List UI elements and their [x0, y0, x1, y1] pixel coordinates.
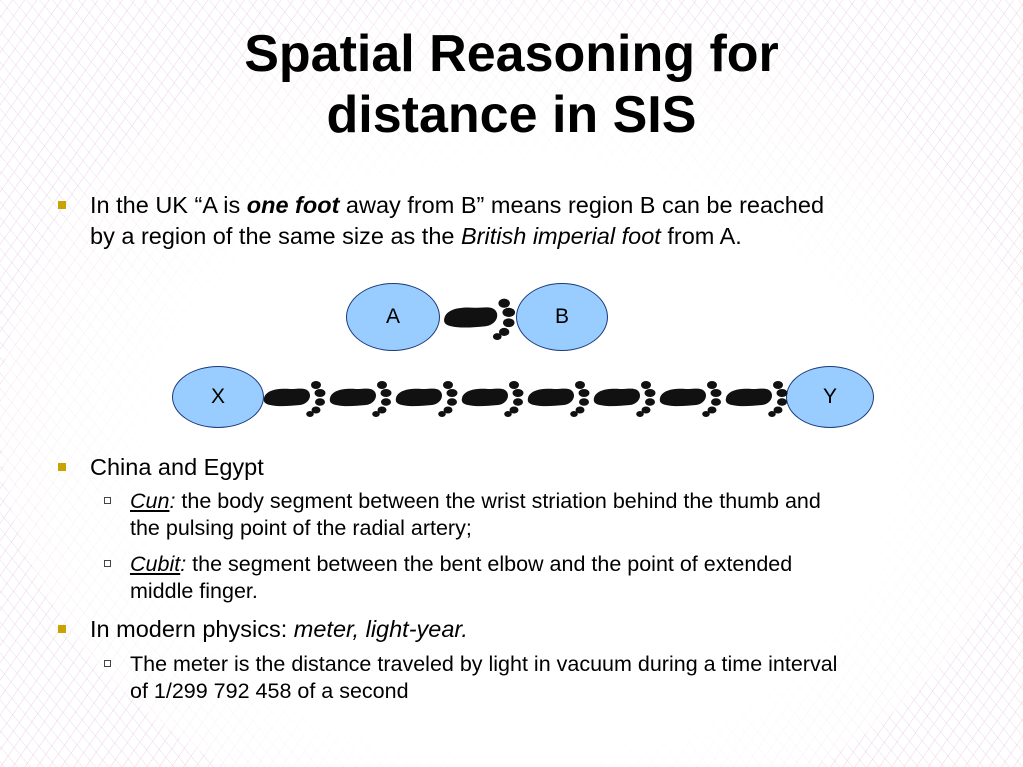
cun-text-2: the pulsing point of the radial artery; — [130, 516, 472, 540]
bullet-uk-imperial-foot: British imperial foot — [461, 223, 661, 249]
physics-units: meter, light-year. — [293, 616, 468, 642]
title-line-2: distance in SIS — [326, 86, 697, 144]
footprint-icon — [442, 294, 518, 340]
sub-bullet-marker — [104, 560, 111, 567]
bullet-marker — [58, 201, 66, 209]
bullet-uk-one-foot: one foot — [246, 192, 340, 218]
sub-bullet-meter — [104, 651, 984, 705]
bullet-marker — [58, 625, 66, 633]
footprint-icon — [724, 376, 790, 418]
bullet-uk-text-4: from A. — [660, 223, 742, 249]
footprint-icon — [460, 376, 526, 418]
footprint-icon — [658, 376, 724, 418]
cun-term: Cun — [130, 489, 170, 513]
bullet-uk — [58, 190, 998, 252]
footprint-icon — [526, 376, 592, 418]
cun-text-1: the body segment between the wrist striation behind the thumb and — [175, 489, 821, 513]
cun-colon: : — [169, 489, 176, 513]
title-line-1: Spatial Reasoning for — [244, 25, 779, 83]
footprint-icon — [394, 376, 460, 418]
cubit-term: Cubit — [130, 552, 181, 576]
cubit-colon: : — [180, 552, 187, 576]
bullet-uk-text-1: In the UK “A is — [90, 192, 247, 218]
node-b: B — [516, 283, 608, 351]
slide-title — [0, 24, 1023, 146]
node-a: A — [346, 283, 440, 351]
sub-bullet-marker — [104, 660, 111, 667]
bullet-china-egypt — [58, 452, 998, 483]
sub-bullet-cun — [104, 488, 984, 542]
physics-text-1: In modern physics: — [90, 616, 294, 642]
bullet-uk-text-3: by a region of the same size as the — [90, 223, 461, 249]
bullet-marker — [58, 463, 66, 471]
sub-bullet-cubit — [104, 551, 984, 605]
bullet-uk-text-2: away from B” means region B can be reached — [339, 192, 825, 218]
footprint-icon — [592, 376, 658, 418]
node-y: Y — [786, 366, 874, 428]
node-x: X — [172, 366, 264, 428]
footprint-icon — [262, 376, 328, 418]
bullet-china-text: China and Egypt — [90, 454, 264, 480]
bullet-physics — [58, 614, 998, 645]
footprint-icon — [328, 376, 394, 418]
meter-text-1: The meter is the distance traveled by light in vacuum during a time interval — [130, 652, 838, 676]
sub-bullet-marker — [104, 497, 111, 504]
cubit-text-1: the segment between the bent elbow and the point of extended — [186, 552, 793, 576]
cubit-text-2: middle finger. — [130, 579, 258, 603]
meter-text-2: of 1/299 792 458 of a second — [130, 679, 409, 703]
